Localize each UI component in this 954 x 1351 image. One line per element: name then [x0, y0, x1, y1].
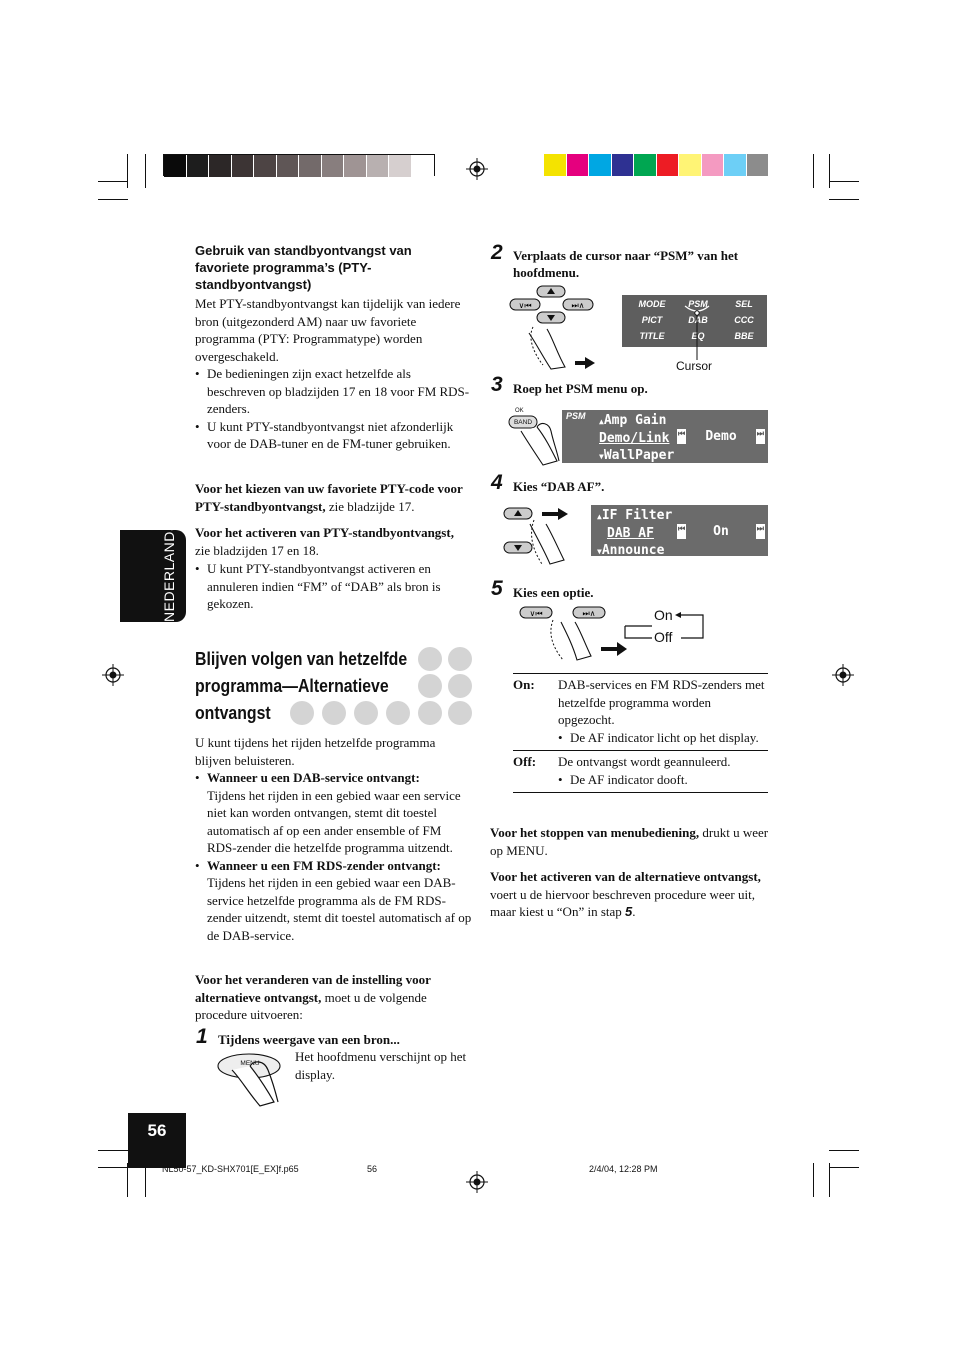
gray-swatch: [367, 155, 390, 177]
step-number: 1: [196, 1025, 208, 1048]
color-swatch: [702, 154, 725, 176]
next-icon: ⏭: [756, 524, 765, 539]
menu-grid-item: DAB: [688, 315, 708, 325]
page-number: 56: [147, 1121, 167, 1140]
menu-grid-item: MODE: [638, 299, 666, 309]
section-title-af: [195, 646, 433, 727]
option-description: DAB-services en FM RDS-zenders met hetzelfde programma worden opgezocht. • De AF indicator licht op het display.: [558, 676, 768, 746]
stop-rest: drukt u weer op MENU.: [490, 825, 769, 858]
cursor-label: Cursor: [676, 359, 713, 373]
svg-text:⏭∧: ⏭∧: [571, 301, 585, 310]
fm-text: Tijdens het rijden in een gebied waar een DAB-service hetzelfde programma als de FM RDS-zender uitzendt, stemt dit toestel automatisch af op de DAB-service.: [207, 875, 472, 943]
color-swatch: [634, 154, 657, 176]
change-rest: moet u de volgende procedure uitvoeren:: [195, 989, 427, 1022]
menu-button-label: MENU: [240, 1060, 260, 1067]
step-number: 3: [491, 373, 503, 396]
activate-pty-bold: Voor het activeren van PTY-standbyontvangst,: [195, 525, 454, 540]
act-step: 5: [625, 904, 633, 919]
lcd-row-item-selected: Demo/Link: [599, 431, 670, 446]
menu-grid-item: SEL: [735, 299, 753, 309]
gray-swatch: [344, 155, 367, 177]
pty-bullets: [195, 365, 470, 453]
gray-swatch: [322, 155, 345, 177]
gray-swatch: [299, 155, 322, 177]
lcd-value-row: [677, 524, 765, 539]
footer-filename: NL50-57_KD-SHX701[E_EX]f.p65: [162, 1164, 299, 1174]
menu-button-illustration: [214, 1048, 294, 1114]
step-number: 2: [491, 241, 503, 264]
menu-grid-item: PICT: [641, 315, 663, 325]
svg-text:∨⏮: ∨⏮: [518, 301, 532, 310]
menu-grid-item: TITLE: [639, 331, 665, 341]
gray-swatch: [254, 155, 277, 177]
step-title: Roep het PSM menu op.: [513, 381, 648, 396]
decorative-dot: [448, 674, 472, 698]
step-description: Het hoofdmenu verschijnt op het display.: [295, 1049, 467, 1082]
section-heading-pty: Gebruik van standbyontvangst van favoriete programma’s (PTY-standbyontvangst): [195, 243, 412, 292]
lcd-row-item: ▼Announce: [597, 543, 665, 556]
color-calibration-bar: [544, 154, 769, 176]
lcd-rows: [597, 507, 672, 556]
color-swatch: [589, 154, 612, 176]
decorative-dot: [448, 701, 472, 725]
decorative-dot: [448, 647, 472, 671]
lcd-value: On: [713, 524, 729, 539]
section-title-line: programma—Alternatieve: [195, 676, 389, 696]
change-setting-paragraph: [195, 971, 470, 1024]
activate-bullets: [195, 560, 470, 613]
arrow-buttons-illustration: [507, 283, 607, 375]
list-item: • De AF indicator licht op het display.: [558, 729, 768, 747]
lcd-row-item: ▲IF Filter: [597, 508, 673, 523]
list-item: • De AF indicator dooft.: [558, 771, 768, 789]
lcd-value: Demo: [705, 429, 737, 444]
left-right-buttons-illustration: [515, 604, 715, 664]
option-off: Off: [654, 629, 673, 645]
activate-af-paragraph: [490, 868, 770, 921]
gray-swatch: [187, 155, 210, 177]
choose-pty-bold: Voor het kiezen van uw favoriete PTY-code voor PTY-standbyontvangst,: [195, 481, 463, 514]
step-title: Kies “DAB AF”.: [513, 479, 605, 494]
svg-text:∨⏮: ∨⏮: [529, 609, 543, 618]
af-intro: U kunt tijdens het rijden hetzelfde programma blijven beluisteren.: [195, 735, 436, 768]
svg-text:⏭∧: ⏭∧: [582, 609, 596, 618]
registration-mark-icon: [832, 664, 854, 686]
list-item: • De bedieningen zijn exact hetzelfde als beschreven op bladzijden 17 en 18 voor FM RDS-zenders.: [195, 365, 470, 418]
ok-label: OK: [515, 408, 524, 414]
option-key: Off:: [513, 754, 537, 769]
color-swatch: [747, 154, 770, 176]
lcd-row-item: ▲Amp Gain: [599, 413, 667, 428]
lcd-row-item: ▼WallPaper: [599, 448, 675, 463]
language-label: NEDERLANDS: [161, 521, 177, 622]
step-number: 5: [491, 577, 503, 600]
gray-swatch: [389, 155, 412, 177]
up-down-buttons-illustration: [500, 502, 590, 568]
af-bullets: [195, 769, 473, 944]
next-icon: ⏭: [756, 429, 765, 444]
psm-menu-display: [562, 410, 768, 463]
activate-pty-rest: zie bladzijden 17 en 18.: [195, 542, 319, 558]
act-rest: voert u de hiervoor beschreven procedure weer uit, maar kiest u “On” in stap: [490, 886, 755, 919]
menu-grid-item: CCC: [734, 315, 754, 325]
stop-menu-paragraph: [490, 824, 770, 859]
step-title: Kies een optie.: [513, 585, 594, 600]
prev-icon: ⏮: [677, 524, 686, 539]
section-title-line: Blijven volgen van hetzelfde: [195, 649, 408, 669]
choose-pty-paragraph: [195, 480, 470, 515]
pty-intro: Met PTY-standbyontvangst kan tijdelijk van iedere bron (uitgezonderd AM) naar uw favoriete programma (PTY: Programmatype) worden overgeschakeld.: [195, 296, 461, 364]
choose-pty-rest: zie bladzijde 17.: [325, 498, 415, 514]
menu-grid-item: EQ: [691, 331, 705, 341]
list-item: [195, 769, 473, 857]
dab-text: Tijdens het rijden in een gebied waar een service niet kan worden ontvangen, stemt dit toestel automatisch af op een ander ensemble of FM RDS-zender die hetzelfde programma uitzendt.: [207, 787, 461, 855]
gray-swatch: [164, 155, 187, 177]
up-arrow-icon: ▲: [597, 512, 602, 521]
section-title-line: ontvangst: [195, 703, 271, 723]
color-swatch: [724, 154, 747, 176]
footer-date: 2/4/04, 12:28 PM: [589, 1164, 658, 1174]
dab-af-display: [591, 505, 768, 556]
act-end: .: [632, 904, 636, 919]
list-item: • U kunt PTY-standbyontvangst niet afzonderlijk voor de DAB-tuner en de FM-tuner gebruiken.: [195, 418, 470, 453]
gray-swatch: [209, 155, 232, 177]
band-button-illustration: [505, 405, 565, 467]
menu-grid-item: BBE: [734, 331, 754, 341]
lcd-value-row: [677, 429, 765, 444]
color-swatch: [567, 154, 590, 176]
gray-swatch: [412, 155, 435, 177]
change-bold: Voor het veranderen van de instelling voor alternatieve ontvangst,: [195, 972, 431, 1005]
color-swatch: [657, 154, 680, 176]
lcd-row-item-selected: DAB AF: [607, 526, 654, 541]
stop-bold: Voor het stoppen van menubediening,: [490, 825, 700, 840]
registration-mark-icon: [102, 664, 124, 686]
list-item: • U kunt PTY-standbyontvangst activeren en annuleren indien “FM” of “DAB” als bron is gekozen.: [195, 560, 470, 613]
lcd-row: [599, 412, 674, 463]
fm-heading: Wanneer u een FM RDS-zender ontvangt:: [207, 857, 441, 873]
step-title: Verplaats de cursor naar “PSM” van het hoofdmenu.: [513, 248, 739, 280]
color-swatch: [544, 154, 567, 176]
table-row: [513, 674, 768, 751]
band-label: BAND: [513, 419, 533, 426]
act-bold: Voor het activeren van de alternatieve ontvangst,: [490, 869, 761, 884]
down-arrow-icon: ▼: [597, 547, 602, 556]
footer-page: 56: [367, 1164, 378, 1174]
step-number: 4: [491, 471, 503, 494]
color-swatch: [612, 154, 635, 176]
option-on: On: [654, 607, 673, 623]
step-title: Tijdens weergave van een bron...: [218, 1032, 400, 1047]
option-description: De ontvangst wordt geannuleerd. • De AF indicator dooft.: [558, 753, 768, 788]
menu-grid-item: PSM: [688, 299, 708, 309]
up-arrow-icon: ▲: [599, 417, 604, 426]
activate-pty-paragraph: [195, 524, 470, 559]
color-swatch: [679, 154, 702, 176]
gray-swatch: [232, 155, 255, 177]
option-key: On:: [513, 677, 535, 692]
grayscale-calibration-bar: [163, 154, 435, 176]
registration-mark-icon: [466, 158, 488, 180]
dab-heading: Wanneer u een DAB-service ontvangt:: [207, 770, 420, 785]
list-item: [195, 857, 473, 945]
options-table: [513, 673, 768, 793]
psm-tag: PSM: [566, 411, 586, 421]
prev-icon: ⏮: [677, 429, 686, 444]
gray-swatch: [277, 155, 300, 177]
down-arrow-icon: ▼: [599, 452, 604, 461]
cursor-pointer-line: [680, 302, 720, 362]
table-row: [513, 751, 768, 792]
registration-mark-icon: [466, 1171, 488, 1193]
